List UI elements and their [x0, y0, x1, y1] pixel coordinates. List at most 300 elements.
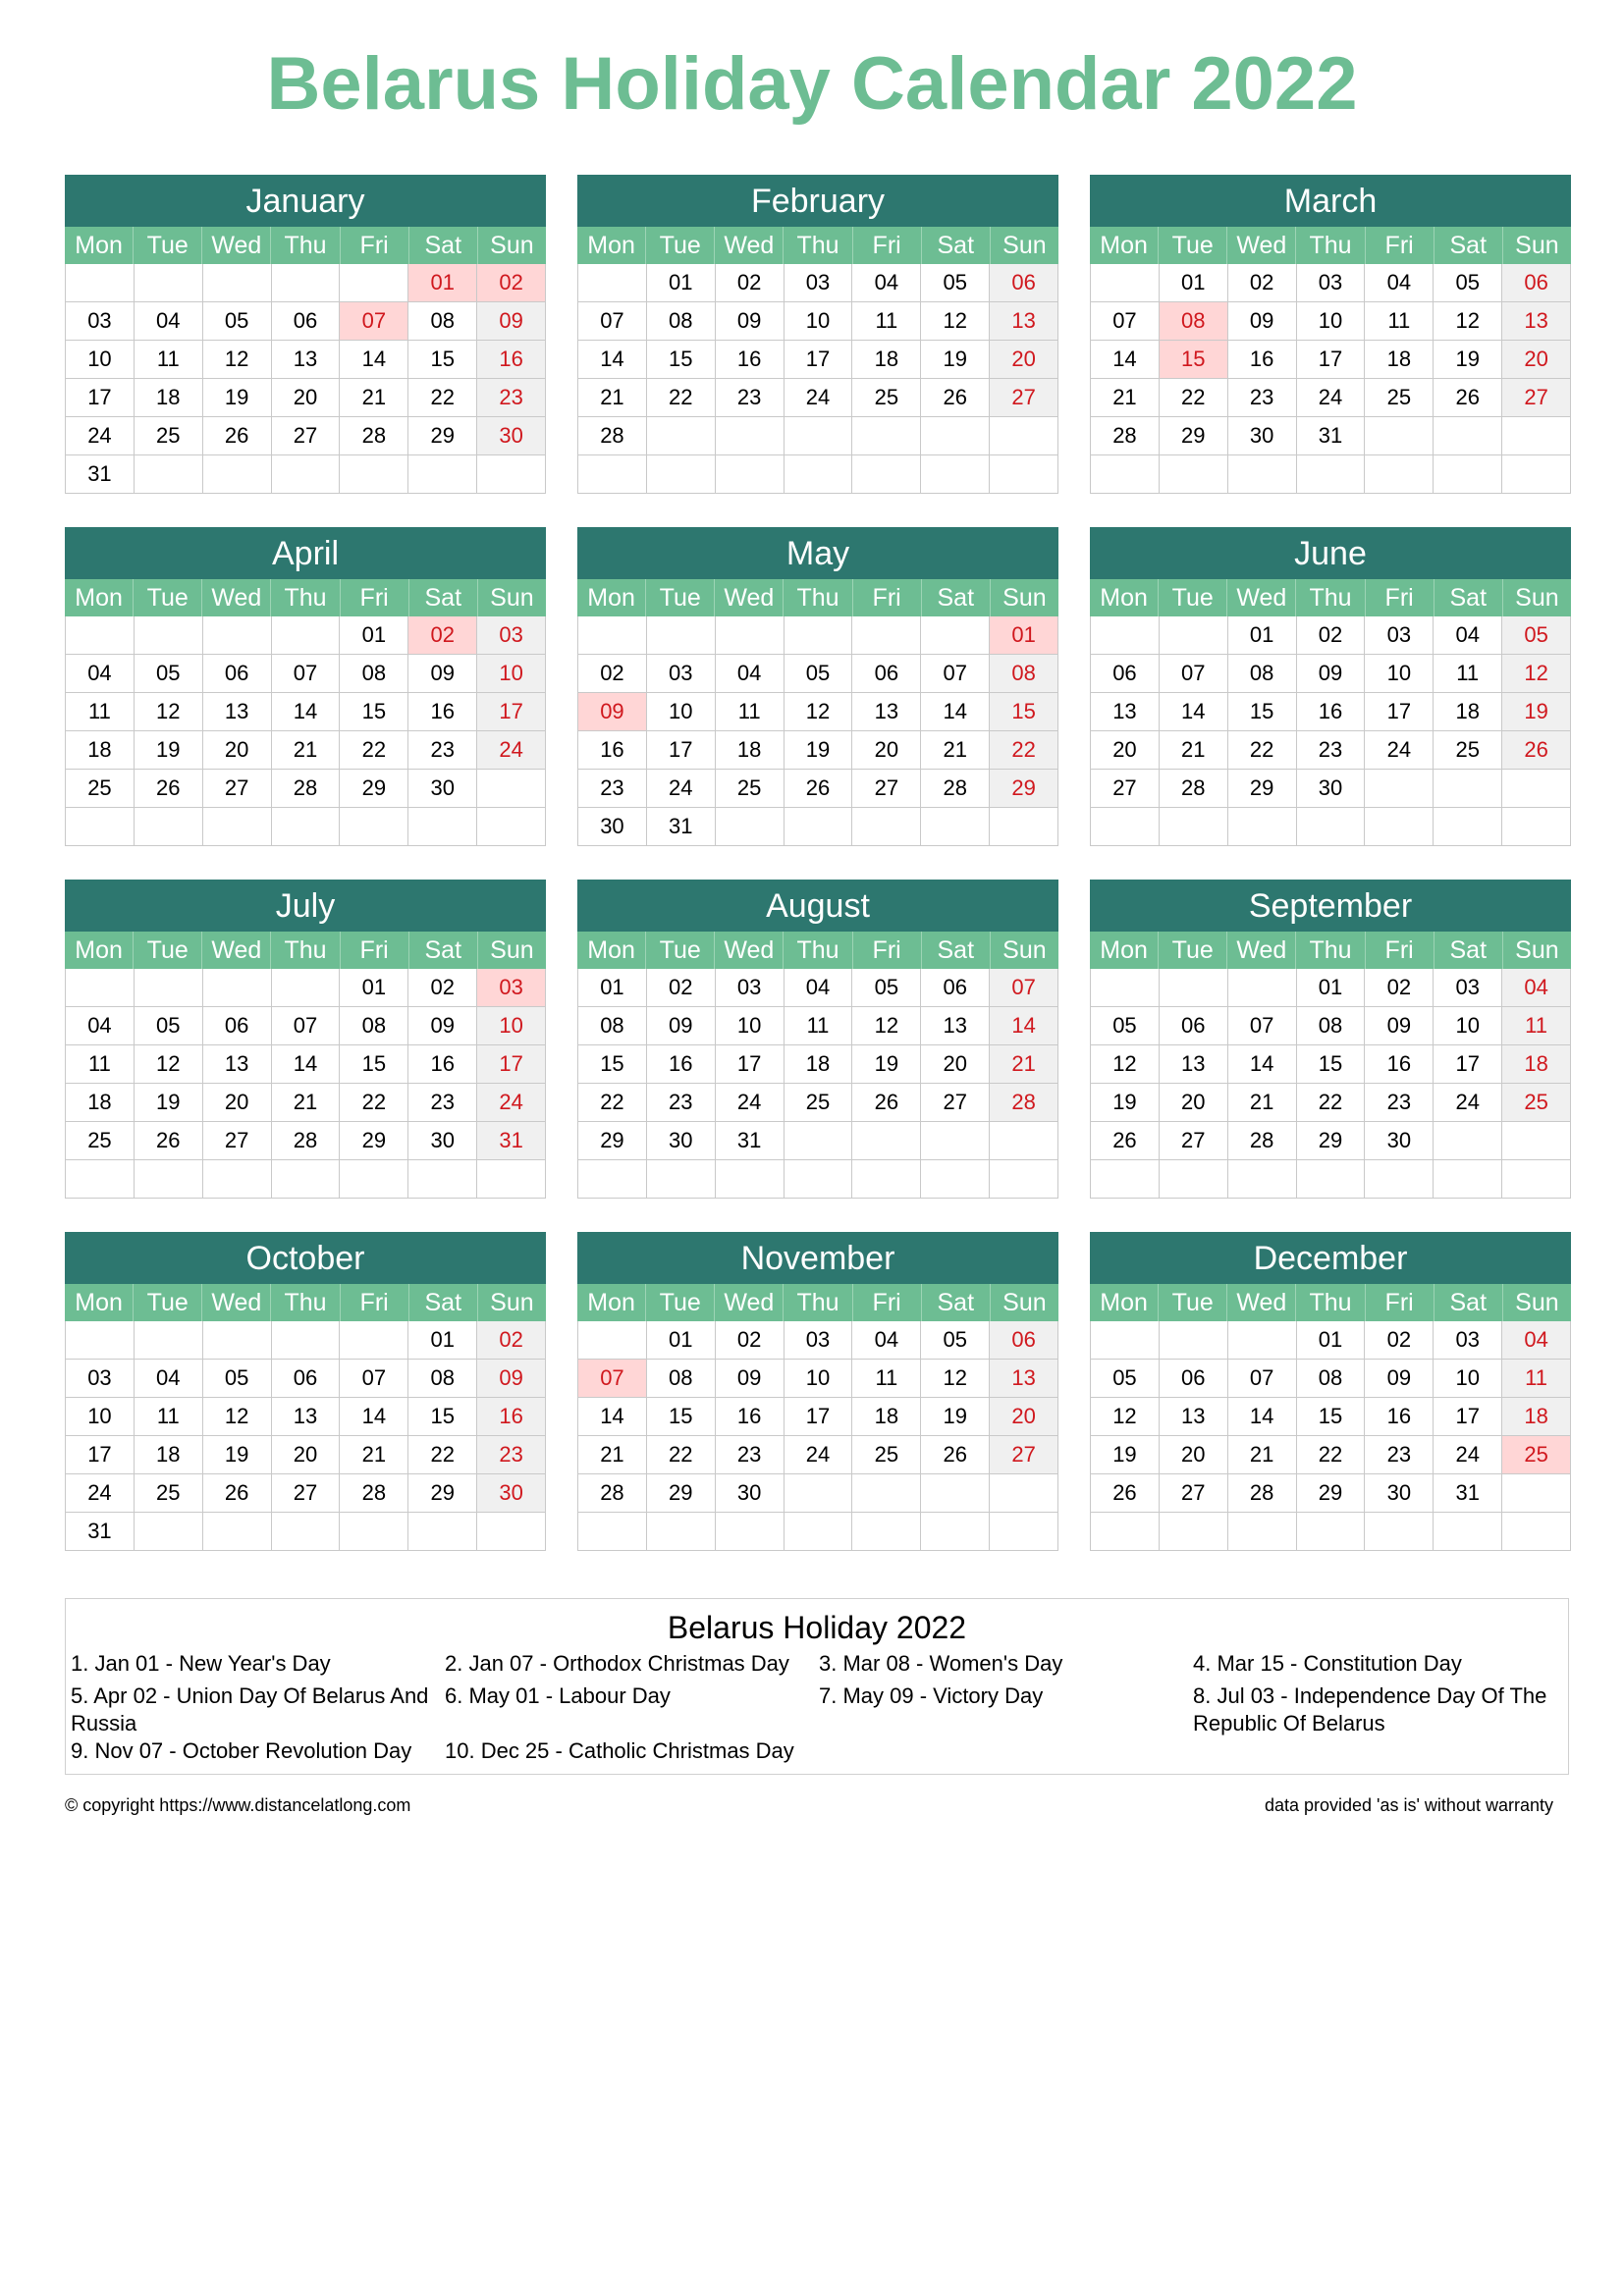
day-cell: 13 [202, 693, 271, 730]
month-name: May [577, 527, 1058, 579]
day-cell: 08 [407, 1360, 476, 1397]
day-cell: 05 [1112, 1365, 1137, 1390]
day-cell: 24 [476, 731, 545, 769]
day-cell: 29 [1227, 770, 1296, 807]
day-cell: 07 [1112, 308, 1137, 333]
week-row [1091, 731, 1570, 770]
week-row [578, 1360, 1057, 1398]
day-cell: 23 [407, 731, 476, 769]
day-cell: 15 [646, 1398, 715, 1435]
week-row [1091, 1436, 1570, 1474]
weekday-label: Wed [201, 932, 270, 969]
empty-day-cell [476, 1160, 545, 1198]
day-cell: 16 [476, 1398, 545, 1435]
holiday-day-cell: 01 [407, 264, 476, 301]
weekday-label: Fri [1365, 227, 1434, 264]
week-row [66, 417, 545, 455]
empty-day-cell [66, 264, 134, 301]
week-row [1091, 616, 1570, 655]
week-row [1091, 1084, 1570, 1122]
empty-day-cell [66, 969, 134, 1006]
weekday-label: Sun [1502, 1284, 1571, 1321]
day-cell: 13 [1501, 302, 1570, 340]
holiday-day-cell: 08 [1159, 302, 1227, 340]
empty-day-cell [1159, 455, 1227, 493]
week-row [578, 1321, 1057, 1360]
day-cell: 27 [271, 417, 340, 454]
day-cell: 27 [989, 1436, 1057, 1473]
day-cell: 30 [1296, 770, 1365, 807]
empty-day-cell [202, 1513, 271, 1550]
day-cell: 28 [920, 770, 989, 807]
day-cell: 20 [1159, 1084, 1227, 1121]
day-cell: 02 [1364, 969, 1433, 1006]
day-cell: 20 [202, 1084, 271, 1121]
empty-day-cell [715, 455, 784, 493]
day-cell: 15 [407, 341, 476, 378]
day-cell: 07 [271, 655, 340, 692]
empty-day-cell [1296, 1513, 1365, 1550]
empty-day-cell [851, 1474, 920, 1512]
day-cell: 15 [407, 1398, 476, 1435]
day-cell: 03 [715, 969, 784, 1006]
day-cell: 25 [134, 417, 202, 454]
empty-day-cell [476, 770, 545, 807]
empty-day-cell [271, 1513, 340, 1550]
day-cell: 01 [407, 1321, 476, 1359]
day-cell: 16 [407, 693, 476, 730]
day-cell: 06 [1159, 1360, 1227, 1397]
day-cell: 02 [476, 1321, 545, 1359]
day-cell: 20 [271, 1436, 340, 1473]
empty-day-cell [989, 1122, 1057, 1159]
empty-day-cell [989, 1474, 1057, 1512]
day-cell: 26 [202, 1474, 271, 1512]
week-row [578, 455, 1057, 494]
empty-day-cell [202, 264, 271, 301]
empty-day-cell [1227, 808, 1296, 845]
empty-day-cell [271, 808, 340, 845]
week-row [1091, 1398, 1570, 1436]
week-row [578, 693, 1057, 731]
empty-day-cell [1091, 969, 1159, 1006]
day-cell: 14 [271, 1045, 340, 1083]
empty-day-cell [271, 616, 340, 654]
weekday-label: Sun [477, 932, 546, 969]
week-row [1091, 417, 1570, 455]
day-cell: 27 [1159, 1474, 1227, 1512]
week-row [578, 1436, 1057, 1474]
day-cell: 21 [1227, 1084, 1296, 1121]
day-cell: 01 [339, 616, 407, 654]
empty-day-cell [851, 1160, 920, 1198]
empty-day-cell [1364, 417, 1433, 454]
weekday-label: Tue [645, 932, 714, 969]
empty-day-cell [134, 455, 202, 493]
empty-day-cell [66, 1321, 134, 1359]
weekday-label: Sun [1502, 227, 1571, 264]
day-cell: 05 [202, 1360, 271, 1397]
day-cell: 18 [87, 737, 112, 762]
weekday-label: Mon [75, 936, 123, 964]
empty-day-cell [1433, 417, 1501, 454]
day-cell: 26 [134, 1122, 202, 1159]
day-cell: 17 [1433, 1045, 1501, 1083]
day-cell: 26 [920, 1436, 989, 1473]
day-cell: 22 [1296, 1436, 1365, 1473]
day-cell: 16 [715, 341, 784, 378]
day-cell: 30 [1364, 1474, 1433, 1512]
day-cell: 15 [1227, 693, 1296, 730]
week-row [578, 1122, 1057, 1160]
month-name: February [577, 175, 1058, 227]
day-cell: 02 [715, 264, 784, 301]
month-september [1090, 880, 1571, 1199]
empty-day-cell [1091, 1513, 1159, 1550]
day-cell: 30 [476, 417, 545, 454]
day-cell: 24 [1433, 1084, 1501, 1121]
day-cell: 17 [87, 385, 112, 409]
month-april [65, 527, 546, 846]
day-cell: 07 [1159, 655, 1227, 692]
empty-day-cell [578, 1321, 646, 1359]
weekday-header-row [577, 1284, 1058, 1321]
week-row [66, 1122, 545, 1160]
weekday-label: Sun [990, 227, 1058, 264]
empty-day-cell [1091, 455, 1159, 493]
weekday-label: Sat [408, 932, 477, 969]
day-cell: 16 [646, 1045, 715, 1083]
day-grid [577, 264, 1058, 494]
day-cell: 17 [1433, 1398, 1501, 1435]
day-cell: 09 [407, 1007, 476, 1044]
day-cell: 22 [407, 379, 476, 416]
day-cell: 21 [989, 1045, 1057, 1083]
day-cell: 19 [202, 1436, 271, 1473]
day-cell: 11 [851, 302, 920, 340]
empty-day-cell [920, 1160, 989, 1198]
day-cell: 21 [1227, 1436, 1296, 1473]
footer-disclaimer: data provided 'as is' without warranty [1264, 1795, 1553, 1815]
day-cell: 26 [1501, 731, 1570, 769]
day-cell: 31 [1296, 417, 1365, 454]
day-cell: 03 [476, 616, 545, 654]
empty-day-cell [989, 1513, 1057, 1550]
day-cell: 09 [715, 302, 784, 340]
day-cell: 11 [88, 1051, 111, 1076]
day-cell: 20 [202, 731, 271, 769]
week-row [66, 1321, 545, 1360]
day-cell: 14 [600, 347, 624, 371]
day-cell: 31 [715, 1122, 784, 1159]
weekday-label: Mon [1100, 584, 1148, 612]
day-cell: 15 [600, 1051, 624, 1076]
day-cell: 11 [1501, 1007, 1570, 1044]
day-cell: 02 [715, 1321, 784, 1359]
day-cell: 07 [271, 1007, 340, 1044]
day-grid [1090, 1321, 1571, 1551]
empty-day-cell [1227, 1513, 1296, 1550]
week-row [1091, 969, 1570, 1007]
day-cell: 10 [87, 1404, 112, 1428]
empty-day-cell [1364, 808, 1433, 845]
day-cell: 27 [920, 1084, 989, 1121]
weekday-label: Sat [1434, 932, 1502, 969]
day-cell: 14 [1227, 1045, 1296, 1083]
week-row [1091, 770, 1570, 808]
weekday-label: Tue [1158, 579, 1226, 616]
day-cell: 30 [407, 1122, 476, 1159]
empty-day-cell [1501, 417, 1570, 454]
day-cell: 28 [271, 770, 340, 807]
day-cell: 18 [851, 341, 920, 378]
day-grid [65, 616, 546, 846]
day-cell: 06 [851, 655, 920, 692]
empty-day-cell [1159, 1160, 1227, 1198]
day-cell: 27 [1159, 1122, 1227, 1159]
day-cell: 01 [1159, 264, 1227, 301]
holiday-list-box [65, 1598, 1569, 1775]
day-cell: 09 [715, 1360, 784, 1397]
day-cell: 10 [1364, 655, 1433, 692]
day-cell: 18 [851, 1398, 920, 1435]
day-cell: 11 [134, 341, 202, 378]
weekday-label: Wed [714, 1284, 783, 1321]
week-row [1091, 808, 1570, 846]
day-cell: 17 [1364, 693, 1433, 730]
day-cell: 26 [920, 379, 989, 416]
month-november [577, 1232, 1058, 1551]
empty-day-cell [646, 1160, 715, 1198]
day-cell: 24 [1433, 1436, 1501, 1473]
weekday-label: Sun [990, 579, 1058, 616]
empty-day-cell [646, 616, 715, 654]
week-row [1091, 1321, 1570, 1360]
day-cell: 20 [271, 379, 340, 416]
empty-day-cell [989, 808, 1057, 845]
holiday-item: 5. Apr 02 - Union Day Of Belarus And Russia [71, 1683, 429, 1735]
weekday-label: Tue [645, 579, 714, 616]
day-cell: 01 [1296, 1321, 1365, 1359]
weekday-label: Mon [1100, 1289, 1148, 1316]
day-cell: 13 [271, 1398, 340, 1435]
month-name: December [1090, 1232, 1571, 1284]
weekday-label: Sun [990, 1284, 1058, 1321]
weekday-label: Thu [270, 932, 339, 969]
week-row [578, 264, 1057, 302]
weekday-label: Fri [1365, 1284, 1434, 1321]
holiday-item: 8. Jul 03 - Independence Day Of The Republic Of Belarus [1193, 1683, 1547, 1735]
day-cell: 14 [600, 1404, 624, 1428]
weekday-label: Tue [645, 1284, 714, 1321]
day-cell: 23 [1296, 731, 1365, 769]
day-cell: 23 [600, 775, 624, 800]
day-cell: 18 [784, 1045, 852, 1083]
day-cell: 24 [1296, 379, 1365, 416]
day-cell: 30 [1227, 417, 1296, 454]
month-march [1090, 175, 1571, 494]
empty-day-cell [1433, 1513, 1501, 1550]
day-cell: 21 [920, 731, 989, 769]
day-cell: 12 [1112, 1051, 1137, 1076]
day-cell: 08 [1227, 655, 1296, 692]
day-cell: 30 [407, 770, 476, 807]
weekday-label: Mon [75, 1289, 123, 1316]
empty-day-cell [1159, 616, 1227, 654]
weekday-label: Mon [587, 936, 635, 964]
day-cell: 17 [476, 1045, 545, 1083]
day-cell: 11 [1433, 655, 1501, 692]
holiday-item: 4. Mar 15 - Constitution Day [1193, 1651, 1462, 1676]
day-cell: 05 [784, 655, 852, 692]
empty-day-cell [784, 808, 852, 845]
day-cell: 09 [646, 1007, 715, 1044]
weekday-header-row [65, 579, 546, 616]
day-cell: 03 [87, 308, 112, 333]
empty-day-cell [646, 1513, 715, 1550]
day-cell: 07 [1227, 1360, 1296, 1397]
day-cell: 22 [1296, 1084, 1365, 1121]
day-cell: 07 [1227, 1007, 1296, 1044]
day-cell: 21 [600, 385, 624, 409]
day-cell: 19 [134, 1084, 202, 1121]
weekday-label: Sun [477, 579, 546, 616]
day-cell: 04 [134, 302, 202, 340]
weekday-label: Wed [201, 227, 270, 264]
day-cell: 02 [646, 969, 715, 1006]
day-cell: 22 [407, 1436, 476, 1473]
week-row [578, 1398, 1057, 1436]
empty-day-cell [784, 1160, 852, 1198]
day-cell: 04 [1433, 616, 1501, 654]
empty-day-cell [1364, 770, 1433, 807]
month-name: January [65, 175, 546, 227]
day-cell: 27 [1112, 775, 1137, 800]
day-cell: 21 [339, 1436, 407, 1473]
day-cell: 15 [1296, 1045, 1365, 1083]
day-cell: 21 [339, 379, 407, 416]
week-row [578, 969, 1057, 1007]
day-cell: 23 [715, 379, 784, 416]
day-cell: 26 [851, 1084, 920, 1121]
day-cell: 08 [407, 302, 476, 340]
weekday-label: Sun [1502, 932, 1571, 969]
day-cell: 15 [339, 1045, 407, 1083]
day-cell: 16 [715, 1398, 784, 1435]
week-row [578, 417, 1057, 455]
day-cell: 31 [87, 1519, 112, 1543]
day-cell: 05 [202, 302, 271, 340]
day-cell: 19 [851, 1045, 920, 1083]
empty-day-cell [920, 1122, 989, 1159]
weekday-label: Wed [714, 932, 783, 969]
day-cell: 25 [715, 770, 784, 807]
day-cell: 08 [600, 1013, 624, 1038]
day-cell: 01 [646, 1321, 715, 1359]
empty-day-cell [407, 1513, 476, 1550]
day-cell: 27 [989, 379, 1057, 416]
weekday-label: Tue [133, 227, 201, 264]
day-cell: 10 [476, 655, 545, 692]
day-cell: 18 [1433, 693, 1501, 730]
day-cell: 29 [339, 1122, 407, 1159]
week-row [1091, 1007, 1570, 1045]
day-cell: 11 [134, 1398, 202, 1435]
month-february [577, 175, 1058, 494]
day-cell: 28 [1227, 1122, 1296, 1159]
weekday-header-row [577, 227, 1058, 264]
day-cell: 04 [87, 1013, 112, 1038]
day-cell: 31 [1433, 1474, 1501, 1512]
weekday-label: Thu [1295, 1284, 1364, 1321]
holiday-day-cell: 09 [578, 693, 646, 730]
day-cell: 02 [407, 969, 476, 1006]
weekday-label: Wed [1226, 932, 1295, 969]
day-cell: 17 [715, 1045, 784, 1083]
empty-day-cell [1296, 455, 1365, 493]
day-cell: 03 [87, 1365, 112, 1390]
day-cell: 19 [1501, 693, 1570, 730]
week-row [66, 1360, 545, 1398]
day-cell: 17 [646, 731, 715, 769]
day-cell: 05 [134, 1007, 202, 1044]
day-cell: 10 [1433, 1007, 1501, 1044]
day-cell: 16 [600, 737, 624, 762]
day-cell: 28 [989, 1084, 1057, 1121]
week-row [66, 693, 545, 731]
day-cell: 06 [989, 264, 1057, 301]
day-cell: 02 [1364, 1321, 1433, 1359]
empty-day-cell [202, 455, 271, 493]
holiday-day-cell: 07 [339, 302, 407, 340]
day-cell: 18 [1364, 341, 1433, 378]
day-cell: 26 [202, 417, 271, 454]
weekday-label: Thu [270, 1284, 339, 1321]
day-cell: 29 [1159, 417, 1227, 454]
weekday-label: Wed [1226, 579, 1295, 616]
day-cell: 15 [1296, 1398, 1365, 1435]
day-cell: 08 [646, 302, 715, 340]
week-row [66, 1007, 545, 1045]
day-cell: 24 [646, 770, 715, 807]
empty-day-cell [989, 417, 1057, 454]
day-cell: 14 [989, 1007, 1057, 1044]
week-row [1091, 1160, 1570, 1199]
day-cell: 24 [87, 1480, 112, 1505]
weekday-label: Mon [1100, 936, 1148, 964]
weekday-label: Thu [783, 932, 851, 969]
empty-day-cell [920, 417, 989, 454]
holiday-day-cell: 25 [1501, 1436, 1570, 1473]
day-cell: 13 [1112, 699, 1137, 723]
weekday-label: Thu [1295, 227, 1364, 264]
day-cell: 14 [339, 341, 407, 378]
empty-day-cell [578, 1513, 646, 1550]
day-cell: 10 [784, 1360, 852, 1397]
day-cell: 05 [134, 655, 202, 692]
day-grid [65, 1321, 546, 1551]
day-cell: 03 [1364, 616, 1433, 654]
day-cell: 18 [134, 1436, 202, 1473]
day-cell: 06 [271, 302, 340, 340]
weekday-label: Thu [1295, 579, 1364, 616]
day-cell: 11 [784, 1007, 852, 1044]
day-cell: 09 [476, 1360, 545, 1397]
day-cell: 19 [1112, 1090, 1137, 1114]
day-cell: 08 [1296, 1007, 1365, 1044]
week-row [578, 302, 1057, 341]
day-cell: 24 [476, 1084, 545, 1121]
